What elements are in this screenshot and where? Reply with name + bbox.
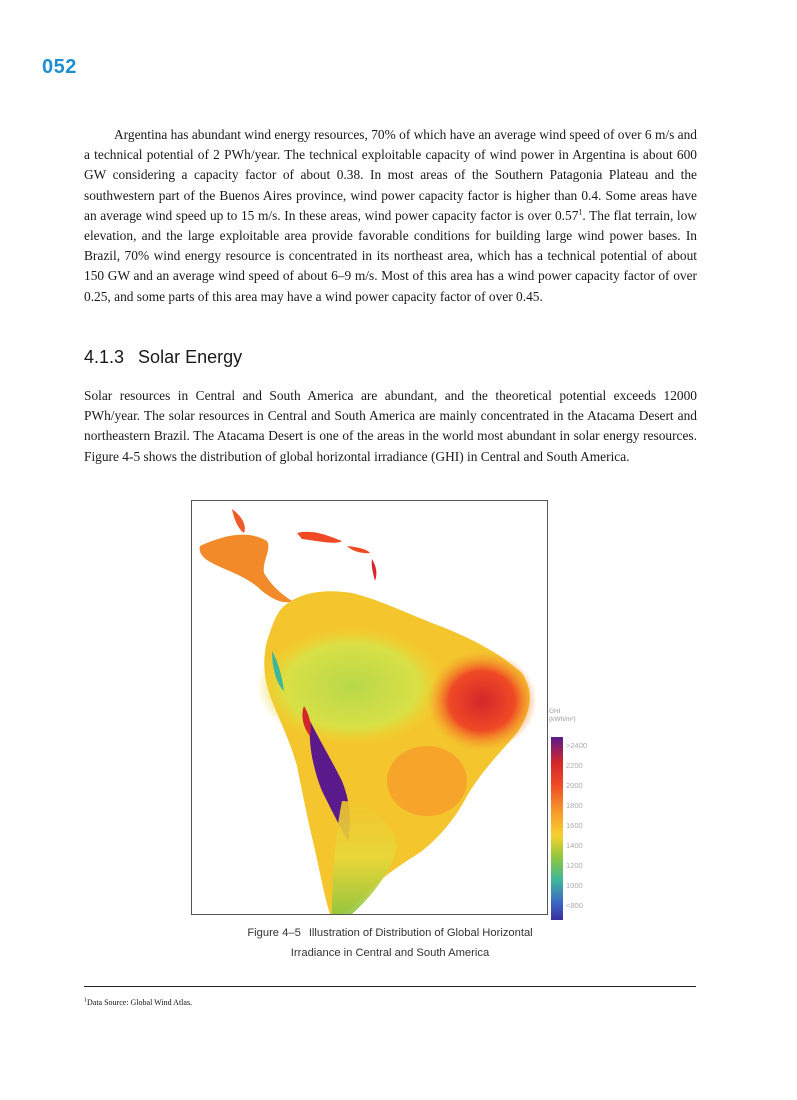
wind-text-part2: . The flat terrain, low elevation, and the large exploitable area provide favorable conditions for building large wind power bases. In Brazil, 70% wind energy resource is concentrated in its northeast area, which has a technical potential of about 150 GW and an average wind speed of about 6–9 m/s. Most of this area has a wind power capacity factor of over 0.25, and some parts of this area may have a wind power capacity factor of over 0.45. <box>84 207 697 304</box>
amazon-region <box>257 626 447 746</box>
legend-tick: 1200 <box>566 861 583 870</box>
figure-label: Figure 4–5 <box>247 927 301 939</box>
legend-tick: 1000 <box>566 881 583 890</box>
legend-tick: 2200 <box>566 761 583 770</box>
footnote-reference[interactable]: 1 <box>578 207 583 217</box>
ghi-map-image <box>192 501 547 914</box>
footnote-text: Data Source: Global Wind Atlas. <box>87 998 193 1007</box>
legend-tick: 2000 <box>566 781 583 790</box>
ghi-legend <box>549 708 609 910</box>
paragraph-wind-energy <box>84 125 697 307</box>
caption-text-1: Illustration of Distribution of Global Horizontal <box>308 927 533 939</box>
legend-title-line1: GHI <box>549 708 561 715</box>
footnote-divider <box>84 986 696 987</box>
legend-tick: >2400 <box>566 741 588 750</box>
footnote-marker: 1 <box>84 997 87 1004</box>
page-number: 052 <box>42 56 77 78</box>
section-number: 4.1.3 <box>84 347 125 367</box>
caption-line-1 <box>200 923 580 943</box>
baja-peninsula <box>232 509 245 533</box>
legend-tick: 1600 <box>566 821 583 830</box>
central-america-landmass <box>200 535 292 603</box>
legend-title-line2: (kWh/m²) <box>549 716 576 723</box>
legend-color-bar <box>551 737 563 920</box>
legend-tick: 1800 <box>566 801 583 810</box>
figure-caption <box>200 923 580 963</box>
northeast-brazil-hotspot <box>427 651 537 751</box>
legend-tick: <800 <box>566 901 583 910</box>
footnote <box>84 998 192 1007</box>
paragraph-solar-energy: Solar resources in Central and South America are abundant, and the theoretical potential exceeds 12000 PWh/year. The solar resources in Central and South America are mainly concentrated in the Atacama Desert and northeastern Brazil. The Atacama Desert is one of the areas in the world most abundant in solar energy resources. Figure 4-5 shows the distribution of global horizontal irradiance (GHI) in Central and South America. <box>84 388 697 464</box>
section-heading <box>84 347 242 368</box>
caribbean-islands <box>297 532 342 543</box>
ghi-map-figure <box>191 500 548 915</box>
section-title: Solar Energy <box>138 347 243 367</box>
caption-line-2: Irradiance in Central and South America <box>290 947 490 959</box>
wind-text-part1: Argentina has abundant wind energy resources, 70% of which have an average wind speed of over 6 m/s and a technical potential of 2 PWh/year. The technical exploitable capacity of wind power in Argentina is about 600 GW considering a capacity factor of about 0.38. In most areas of the Southern Patagonia Plateau and the southwestern part of the Buenos Aires province, wind power capacity factor is higher than 0.4. Some areas have an average wind speed up to 15 m/s. In these areas, wind power capacity factor is over 0.57 <box>84 127 697 223</box>
legend-tick: 1400 <box>566 841 583 850</box>
